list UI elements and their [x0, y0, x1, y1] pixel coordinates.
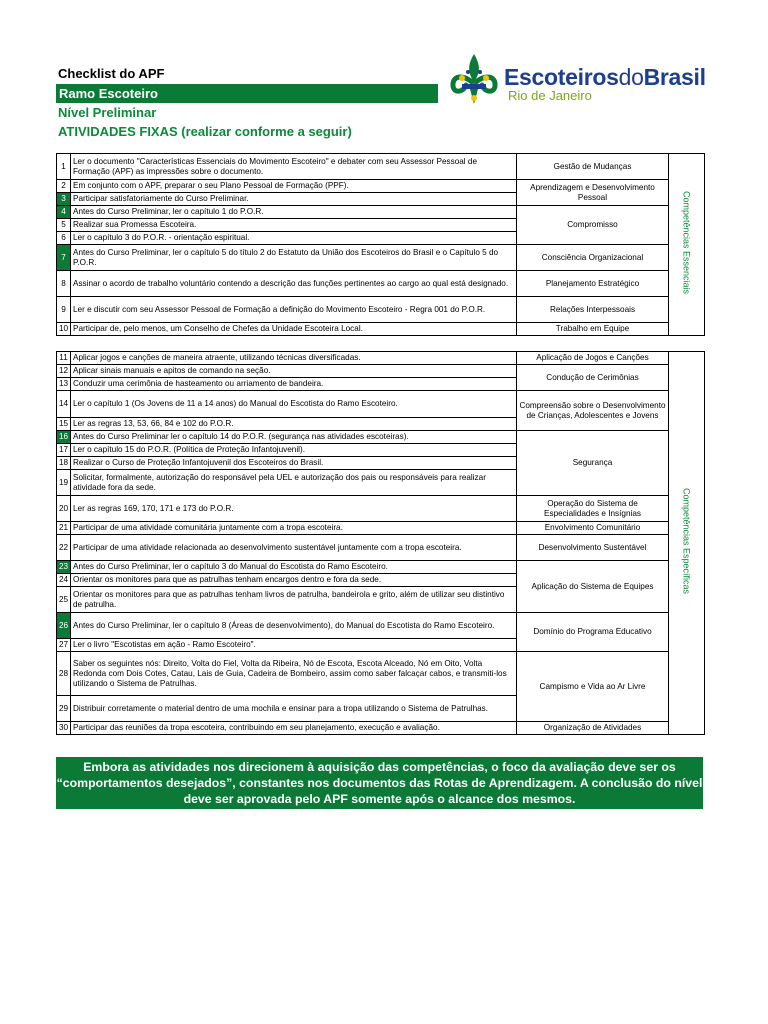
- activity-text: Ler o capítulo 1 (Os Jovens de 11 a 14 anos) do Manual do Escotista do Ramo Escoteiro.: [71, 391, 517, 418]
- activity-text: Antes do Curso Preliminar, ler o capítulo 8 (Áreas de desenvolvimento), do Manual do Escotista do Ramo Escoteiro.: [71, 613, 517, 639]
- activity-text: Aplicar sinais manuais e apitos de comando na seção.: [71, 365, 517, 378]
- side-label: Competências Essenciais: [681, 191, 692, 295]
- activity-text: Realizar sua Promessa Escoteira.: [71, 219, 517, 232]
- activity-text: Participar de uma atividade comunitária juntamente com a tropa escoteira.: [71, 522, 517, 535]
- activity-text: Conduzir uma cerimônia de hasteamento ou arriamento de bandeira.: [71, 378, 517, 391]
- activity-text: Ler e discutir com seu Assessor Pessoal de Formação a definição do Movimento Escoteiro - Regra 001 do P.O.R.: [71, 297, 517, 323]
- activity-text: Em conjunto com o APF, preparar o seu Plano Pessoal de Formação (PPF).: [71, 180, 517, 193]
- activity-text: Antes do Curso Preliminar, ler o capítulo 1 do P.O.R.: [71, 206, 517, 219]
- activity-text: Ler as regras 169, 170, 171 e 173 do P.O.R.: [71, 496, 517, 522]
- activity-text: Assinar o acordo de trabalho voluntário contendo a descrição das funções pertinentes ao cargo ao qual está designado.: [71, 271, 517, 297]
- row-number: 1: [57, 154, 71, 180]
- activity-text: Participar de, pelo menos, um Conselho de Chefes da Unidade Escoteira Local.: [71, 323, 517, 336]
- competency-cell: Compreensão sobre o Desenvolvimento de Crianças, Adolescentes e Jovens: [517, 391, 669, 431]
- row-number: 4: [57, 206, 71, 219]
- fleur-de-lis-icon: [448, 52, 500, 108]
- row-number: 12: [57, 365, 71, 378]
- activity-text: Antes do Curso Preliminar, ler o capítulo 5 do título 2 do Estatuto da União dos Escoteiros do Brasil e o Capítulo 5 do P.O.R.: [71, 245, 517, 271]
- row-number: 9: [57, 297, 71, 323]
- row-number: 20: [57, 496, 71, 522]
- activity-text: Antes do Curso Preliminar ler o capítulo 14 do P.O.R. (segurança nas atividades escoteiras).: [71, 431, 517, 444]
- row-number: 6: [57, 232, 71, 245]
- activity-text: Saber os seguintes nós: Direito, Volta do Fiel, Volta da Ribeira, Nó de Escota, Escota Alceado, Nó em Oito, Volta Redonda com Dois Cotes, Catau, Lais de Guia, Cadeira de Bombeiro, assim como saber falcaçar cabos, e transmiti-los utilizando o Sistema de Patrulhas.: [71, 652, 517, 696]
- row-number: 10: [57, 323, 71, 336]
- row-number: 30: [57, 722, 71, 735]
- competency-cell: Organização de Atividades: [517, 722, 669, 735]
- row-number: 24: [57, 574, 71, 587]
- competency-cell: Condução de Cerimônias: [517, 365, 669, 391]
- row-number: 2: [57, 180, 71, 193]
- activity-text: Orientar os monitores para que as patrulhas tenham livros de patrulha, bandeirola e grito, além de utilizar seu distintivo de patrulha.: [71, 587, 517, 613]
- competency-cell: Relações Interpessoais: [517, 297, 669, 323]
- activity-text: Participar das reuniões da tropa escoteira, contribuindo em seu planejamento, execução e avaliação.: [71, 722, 517, 735]
- activity-text: Aplicar jogos e canções de maneira atraente, utilizando técnicas diversificadas.: [71, 352, 517, 365]
- side-label: Competências Específicas: [681, 488, 692, 595]
- activity-text: Participar de uma atividade relacionada ao desenvolvimento sustentável juntamente com a tropa escoteira.: [71, 535, 517, 561]
- row-number: 22: [57, 535, 71, 561]
- escoteiros-logo: [448, 50, 708, 110]
- row-number: 3: [57, 193, 71, 206]
- specific-competencies-table: [56, 351, 705, 735]
- row-number: 27: [57, 639, 71, 652]
- activity-text: Ler o capítulo 15 do P.O.R. (Política de Proteção Infantojuvenil).: [71, 444, 517, 457]
- activity-text: Participar satisfatoriamente do Curso Preliminar.: [71, 193, 517, 206]
- row-number: 21: [57, 522, 71, 535]
- activity-text: Antes do Curso Preliminar, ler o capítulo 3 do Manual do Escotista do Ramo Escoteiro.: [71, 561, 517, 574]
- row-number: 29: [57, 696, 71, 722]
- row-number: 25: [57, 587, 71, 613]
- row-number: 19: [57, 470, 71, 496]
- competency-cell: Desenvolvimento Sustentável: [517, 535, 669, 561]
- row-number: 8: [57, 271, 71, 297]
- row-number: 15: [57, 418, 71, 431]
- activity-text: Realizar o Curso de Proteção Infantojuvenil dos Escoteiros do Brasil.: [71, 457, 517, 470]
- row-number: 16: [57, 431, 71, 444]
- activity-text: Ler o capítulo 3 do P.O.R. - orientação espiritual.: [71, 232, 517, 245]
- competency-cell: Aplicação do Sistema de Equipes: [517, 561, 669, 613]
- activity-text: Solicitar, formalmente, autorização do responsável pela UEL e autorização dos pais ou responsáveis para realizar atividade fora da sede.: [71, 470, 517, 496]
- activity-text: Ler as regras 13, 53, 66, 84 e 102 do P.O.R.: [71, 418, 517, 431]
- logo-subtitle: Rio de Janeiro: [508, 88, 592, 103]
- side-label-cell: [669, 352, 705, 735]
- competency-cell: Compromisso: [517, 206, 669, 245]
- competency-cell: Segurança: [517, 431, 669, 496]
- page-title: Checklist do APF: [58, 66, 165, 81]
- row-number: 18: [57, 457, 71, 470]
- row-number: 28: [57, 652, 71, 696]
- competency-cell: Campismo e Vida ao Ar Livre: [517, 652, 669, 722]
- activity-text: Ler o documento "Características Essenciais do Movimento Escoteiro" e debater com seu Assessor Pessoal de Formação (APF) as impressões sobre o documento.: [71, 154, 517, 180]
- competency-cell: Consciência Organizacional: [517, 245, 669, 271]
- competency-cell: Aprendizagem e Desenvolvimento Pessoal: [517, 180, 669, 206]
- row-number: 13: [57, 378, 71, 391]
- row-number: 17: [57, 444, 71, 457]
- logo-wordmark: EscoteirosdoBrasil: [504, 64, 706, 90]
- side-label-cell: [669, 154, 705, 336]
- row-number: 7: [57, 245, 71, 271]
- activity-text: Distribuir corretamente o material dentro de uma mochila e ensinar para a tropa utilizando o Sistema de Patrulhas.: [71, 696, 517, 722]
- row-number: 11: [57, 352, 71, 365]
- row-number: 14: [57, 391, 71, 418]
- ramo-banner: Ramo Escoteiro: [56, 84, 438, 103]
- competency-cell: Planejamento Estratégico: [517, 271, 669, 297]
- competency-cell: Domínio do Programa Educativo: [517, 613, 669, 652]
- nivel-label: Nível Preliminar: [58, 105, 157, 120]
- row-number: 23: [57, 561, 71, 574]
- competency-cell: Trabalho em Equipe: [517, 323, 669, 336]
- essential-competencies-table: [56, 153, 705, 336]
- activity-text: Orientar os monitores para que as patrulhas tenham encargos dentro e fora da sede.: [71, 574, 517, 587]
- competency-cell: Aplicação de Jogos e Canções: [517, 352, 669, 365]
- competency-cell: Operação do Sistema de Especialidades e Insígnias: [517, 496, 669, 522]
- activity-text: Ler o livro "Escotistas em ação - Ramo Escoteiro".: [71, 639, 517, 652]
- atividades-heading: ATIVIDADES FIXAS (realizar conforme a seguir): [58, 124, 352, 139]
- competency-cell: Envolvimento Comunitário: [517, 522, 669, 535]
- row-number: 5: [57, 219, 71, 232]
- row-number: 26: [57, 613, 71, 639]
- evaluation-note: Embora as atividades nos direcionem à aquisição das competências, o foco da avaliação deve ser os “comportamentos desejados”, constantes nos documentos das Rotas de Aprendizagem. A conclusão do nível deve ser aprovada pelo APF somente após o alcance dos mesmos.: [56, 757, 703, 809]
- competency-cell: Gestão de Mudanças: [517, 154, 669, 180]
